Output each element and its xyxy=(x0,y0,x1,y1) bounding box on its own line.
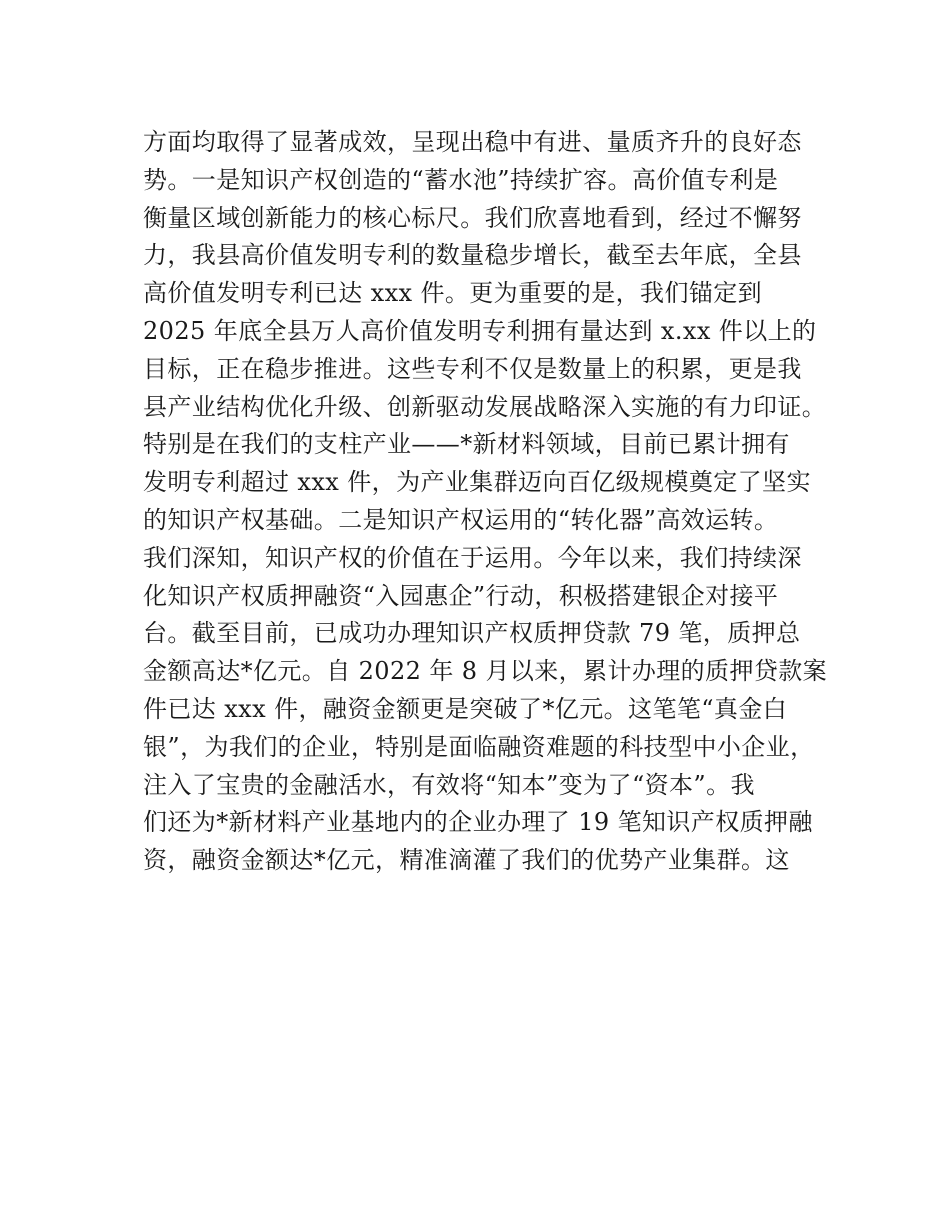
text-line: 衡量区域创新能力的核心标尺。我们欣喜地看到，经过不懈努 xyxy=(143,203,802,232)
text-line: 化知识产权质押融资“入园惠企”行动，积极搭建银企对接平 xyxy=(143,581,779,610)
text-line: 件已达 xxx 件，融资金额更是突破了*亿元。这笔笔“真金白 xyxy=(143,694,788,723)
text-line: 台。截至目前，已成功办理知识产权质押贷款 79 笔，质押总 xyxy=(143,619,801,648)
text-line: 2025 年底全县万人高价值发明专利拥有量达到 x.xx 件以上的 xyxy=(143,316,817,345)
text-line: 县产业结构优化升级、创新驱动发展战略深入实施的有力印证。 xyxy=(143,392,827,421)
text-line: 特别是在我们的支柱产业——*新材料领域，目前已累计拥有 xyxy=(143,430,790,459)
text-line: 注入了宝贵的金融活水，有效将“知本”变为了“资本”。我 xyxy=(143,770,755,799)
text-line: 金额高达*亿元。自 2022 年 8 月以来，累计办理的质押贷款案 xyxy=(143,657,828,686)
text-line: 势。一是知识产权创造的“蓄水池”持续扩容。高价值专利是 xyxy=(143,165,779,194)
text-line: 目标，正在稳步推进。这些专利不仅是数量上的积累，更是我 xyxy=(143,354,802,383)
text-line: 银”，为我们的企业，特别是面临融资难题的科技型中小企业， xyxy=(143,732,815,761)
text-line: 们还为*新材料产业基地内的企业办理了 19 笔知识产权质押融 xyxy=(143,808,813,837)
text-line: 的知识产权基础。二是知识产权运用的“转化器”高效运转。 xyxy=(143,505,779,534)
text-line: 力，我县高价值发明专利的数量稳步增长，截至去年底，全县 xyxy=(143,241,802,270)
text-line: 我们深知，知识产权的价值在于运用。今年以来，我们持续深 xyxy=(143,543,802,572)
text-line: 高价值发明专利已达 xxx 件。更为重要的是，我们锚定到 xyxy=(143,279,763,308)
body-text xyxy=(143,124,833,880)
text-line: 资，融资金额达*亿元，精准滴灌了我们的优势产业集群。这 xyxy=(143,846,790,875)
text-line: 方面均取得了显著成效，呈现出稳中有进、量质齐升的良好态 xyxy=(143,128,802,156)
text-line: 发明专利超过 xxx 件，为产业集群迈向百亿级规模奠定了坚实 xyxy=(143,468,811,497)
